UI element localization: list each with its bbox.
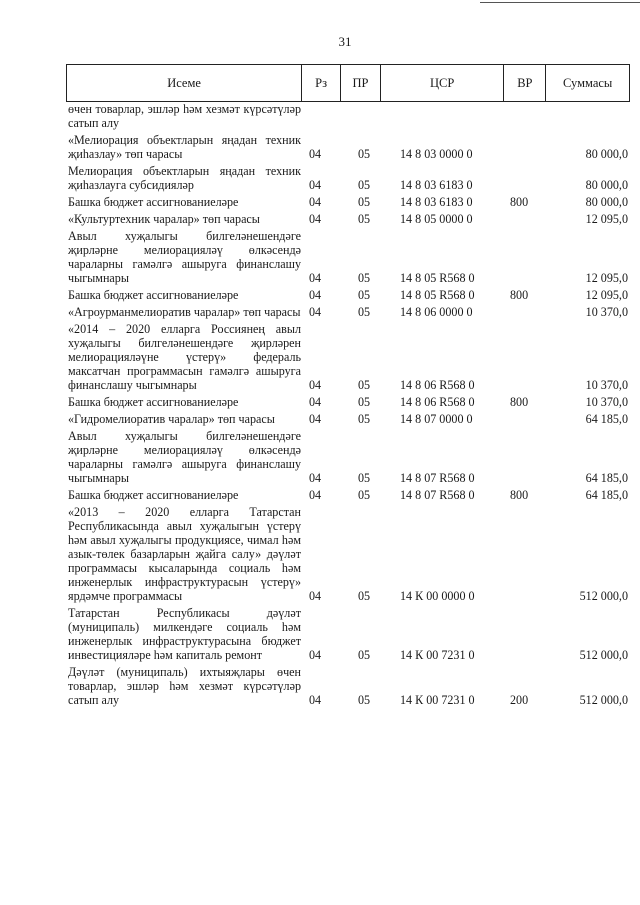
row-csr: 14 К 00 0000 0 bbox=[400, 589, 475, 603]
row-pr: 05 bbox=[358, 648, 371, 662]
row-vr: 200 bbox=[510, 693, 529, 707]
page-number: 31 bbox=[338, 34, 352, 49]
row-pr: 05 bbox=[358, 288, 371, 302]
row-csr: 14 8 06 R568 0 bbox=[400, 378, 475, 392]
row-csr: 14 8 05 0000 0 bbox=[400, 212, 473, 226]
row-csr: 14 К 00 7231 0 bbox=[400, 693, 475, 707]
table-row bbox=[66, 505, 630, 603]
row-rz: 04 bbox=[309, 195, 322, 209]
row-name: «Гидромелиоратив чаралар» төп чарасы bbox=[68, 412, 275, 426]
row-csr: 14 8 06 R568 0 bbox=[400, 395, 475, 409]
row-rz: 04 bbox=[309, 378, 322, 392]
table-row bbox=[66, 488, 630, 502]
row-name: Башка бюджет ассигнованиеләре bbox=[68, 488, 239, 502]
row-rz: 04 bbox=[309, 412, 322, 426]
row-rz: 04 bbox=[309, 305, 322, 319]
row-pr: 05 bbox=[358, 178, 371, 192]
table-row bbox=[66, 429, 630, 485]
row-sum: 10 370,0 bbox=[585, 305, 628, 319]
row-sum: 512 000,0 bbox=[579, 648, 628, 662]
row-pr: 05 bbox=[358, 147, 371, 161]
row-csr: 14 8 03 6183 0 bbox=[400, 195, 473, 209]
row-rz: 04 bbox=[309, 471, 322, 485]
row-csr: 14 8 07 R568 0 bbox=[400, 488, 475, 502]
row-name: «2014 – 2020 елларга Россиянең авыл хуҗалыгы билгеләнешендәге җирләрен мелиорацияләүне үстерү» федераль максатчан программасын гамәлгә ашыруга финанслашу чыгымнары bbox=[68, 322, 301, 392]
row-name: «Агроурманмелиоратив чаралар» төп чарасы bbox=[68, 305, 301, 319]
table-row bbox=[66, 212, 630, 226]
row-vr: 800 bbox=[510, 288, 529, 302]
table-row bbox=[66, 288, 630, 302]
row-rz: 04 bbox=[309, 648, 322, 662]
row-rz: 04 bbox=[309, 395, 322, 409]
row-gap bbox=[66, 707, 630, 710]
row-sum: 12 095,0 bbox=[585, 288, 628, 302]
row-csr: 14 8 03 6183 0 bbox=[400, 178, 473, 192]
row-name: Башка бюджет ассигнованиеләре bbox=[68, 395, 239, 409]
row-pr: 05 bbox=[358, 471, 371, 485]
row-pr: 05 bbox=[358, 195, 371, 209]
row-vr: 800 bbox=[510, 488, 529, 502]
row-rz: 04 bbox=[309, 589, 322, 603]
row-sum: 64 185,0 bbox=[585, 471, 628, 485]
table-row bbox=[66, 412, 630, 426]
header-pr: ПР bbox=[340, 65, 380, 101]
budget-table bbox=[66, 64, 630, 710]
row-pr: 05 bbox=[358, 212, 371, 226]
row-sum: 10 370,0 bbox=[585, 395, 628, 409]
row-rz: 04 bbox=[309, 288, 322, 302]
row-sum: 64 185,0 bbox=[585, 488, 628, 502]
row-name: Татарстан Республикасы дәүләт (муниципаль) милкендәге социаль һәм инженерлык инфраструктурасына бюджет инвестицияләре һәм капиталь ремонт bbox=[68, 606, 301, 662]
row-pr: 05 bbox=[358, 488, 371, 502]
row-rz: 04 bbox=[309, 271, 322, 285]
row-pr: 05 bbox=[358, 589, 371, 603]
row-name: Башка бюджет ассигнованиеләре bbox=[68, 195, 239, 209]
header-rz: Рз bbox=[301, 65, 340, 101]
row-pr: 05 bbox=[358, 271, 371, 285]
table-row bbox=[66, 606, 630, 662]
table-header bbox=[66, 64, 630, 102]
row-pr: 05 bbox=[358, 305, 371, 319]
row-name: Дәүләт (муниципаль) ихтыяҗлары өчен товарлар, эшләр һәм хезмәт күрсәтүләр сатып алу bbox=[68, 665, 301, 707]
row-rz: 04 bbox=[309, 178, 322, 192]
row-pr: 05 bbox=[358, 693, 371, 707]
table-row bbox=[66, 164, 630, 192]
row-pr: 05 bbox=[358, 412, 371, 426]
row-csr: 14 К 00 7231 0 bbox=[400, 648, 475, 662]
table-row bbox=[66, 665, 630, 707]
row-name: Авыл хуҗалыгы билгеләнешендәге җирләрне мелиорацияләү өлкәсендә чараларны гамәлгә ашыруга финанслашу чыгымнары bbox=[68, 229, 301, 285]
row-rz: 04 bbox=[309, 147, 322, 161]
header-sum: Суммасы bbox=[545, 65, 629, 101]
header-vr: ВР bbox=[503, 65, 545, 101]
row-vr: 800 bbox=[510, 395, 529, 409]
row-sum: 80 000,0 bbox=[585, 178, 628, 192]
top-rule bbox=[480, 2, 640, 3]
row-name: «2013 – 2020 елларга Татарстан Республикасында авыл хуҗалыгын үстерү һәм авыл хуҗалыгы продукциясе, чимал һәм азык-төлек базарларын җайга салу» дәүләт программасы кысаларында социаль һәм инженерлык инфраструктурасын үстерү» ярдәмче программасы bbox=[68, 505, 301, 603]
row-sum: 10 370,0 bbox=[585, 378, 628, 392]
row-name: Авыл хуҗалыгы билгеләнешендәге җирләрне мелиорацияләү өлкәсендә чараларны гамәлгә ашыруга финанслашу чыгымнары bbox=[68, 429, 301, 485]
table-row bbox=[66, 229, 630, 285]
row-csr: 14 8 06 0000 0 bbox=[400, 305, 473, 319]
table-row bbox=[66, 133, 630, 161]
row-csr: 14 8 05 R568 0 bbox=[400, 271, 475, 285]
row-sum: 512 000,0 bbox=[579, 693, 628, 707]
table-row bbox=[66, 322, 630, 392]
row-csr: 14 8 07 R568 0 bbox=[400, 471, 475, 485]
row-csr: 14 8 05 R568 0 bbox=[400, 288, 475, 302]
row-name: Мелиорация объектларын яңадан техник җиһазлауга субсидияләр bbox=[68, 164, 301, 192]
row-pr: 05 bbox=[358, 395, 371, 409]
row-rz: 04 bbox=[309, 693, 322, 707]
table-row bbox=[66, 395, 630, 409]
row-sum: 512 000,0 bbox=[579, 589, 628, 603]
row-name: Башка бюджет ассигнованиеләре bbox=[68, 288, 239, 302]
table-body bbox=[66, 102, 630, 710]
row-sum: 12 095,0 bbox=[585, 212, 628, 226]
row-sum: 64 185,0 bbox=[585, 412, 628, 426]
row-rz: 04 bbox=[309, 212, 322, 226]
row-csr: 14 8 07 0000 0 bbox=[400, 412, 473, 426]
header-csr: ЦСР bbox=[380, 65, 504, 101]
row-name: «Культуртехник чаралар» төп чарасы bbox=[68, 212, 260, 226]
row-pr: 05 bbox=[358, 378, 371, 392]
row-name: өчен товарлар, эшләр һәм хезмәт күрсәтүләр сатып алу bbox=[68, 102, 301, 130]
row-name: «Мелиорация объектларын яңадан техник җиһазлау» төп чарасы bbox=[68, 133, 301, 161]
row-sum: 12 095,0 bbox=[585, 271, 628, 285]
table-row bbox=[66, 305, 630, 319]
row-sum: 80 000,0 bbox=[585, 195, 628, 209]
row-csr: 14 8 03 0000 0 bbox=[400, 147, 473, 161]
row-sum: 80 000,0 bbox=[585, 147, 628, 161]
row-vr: 800 bbox=[510, 195, 529, 209]
row-rz: 04 bbox=[309, 488, 322, 502]
table-row bbox=[66, 102, 630, 130]
table-row bbox=[66, 195, 630, 209]
header-name: Исеме bbox=[167, 75, 201, 90]
